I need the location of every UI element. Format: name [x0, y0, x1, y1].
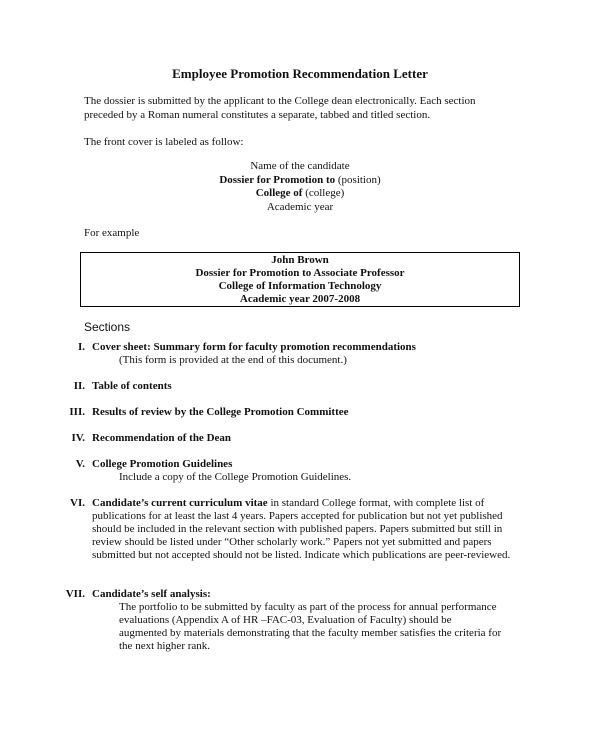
cover-format-line-2: Dossier for Promotion to (position) [219, 173, 381, 186]
intro-paragraph [84, 95, 476, 122]
cover-format-block [0, 160, 600, 214]
cover-format-line-1: Name of the candidate [250, 160, 350, 172]
section-heading: Cover sheet: Summary form for faculty promotion recommendations [92, 341, 416, 353]
section-body [92, 341, 522, 367]
section-heading: College Promotion Guidelines [92, 458, 233, 470]
section-heading: Candidate’s current curriculum vitae [92, 497, 268, 509]
section-text: (This form is provided at the end of this document.) [119, 354, 347, 366]
section-body [92, 588, 522, 653]
section-body [92, 380, 522, 393]
for-example-label: For example [84, 227, 140, 239]
section-numeral: III. [69, 406, 85, 418]
example-year: Academic year 2007-2008 [239, 293, 361, 305]
section-heading: Results of review by the College Promotion Committee [92, 406, 349, 418]
section-heading: Candidate’s self analysis: [92, 588, 211, 600]
section-heading: Recommendation of the Dean [92, 432, 232, 444]
example-college: College of Information Technology [218, 280, 382, 292]
section-numeral: VI. [70, 497, 85, 509]
section-numeral: V. [75, 458, 85, 470]
section-text: Include a copy of the College Promotion Guidelines. [119, 471, 352, 483]
section-numeral: I. [77, 341, 85, 353]
cover-format-line-4: Academic year [266, 200, 334, 213]
section-numeral: VII. [65, 588, 85, 600]
document-title: Employee Promotion Recommendation Letter [172, 66, 428, 81]
section-body [92, 432, 522, 445]
section-numeral: IV. [71, 432, 85, 444]
section-text: The portfolio to be submitted by faculty as part of the process for annual performance evaluations (Appendix A of HR –FAC-03, Evaluation of Faculty) should be augmented by materials demonstrating that the faculty member satisfies the criteria for the next higher rank. [119, 601, 502, 652]
example-box [80, 252, 520, 307]
section-body [92, 406, 522, 419]
cover-format-line-3: College of (college) [255, 187, 345, 199]
example-name: John Brown [271, 254, 329, 266]
intro-line-1: The dossier is submitted by the applicant to the College dean electronically. Each section [84, 95, 476, 107]
section-heading: Table of contents [92, 380, 172, 392]
section-body [92, 497, 522, 562]
front-cover-label: The front cover is labeled as follow: [84, 136, 244, 148]
intro-line-2: preceded by a Roman numeral constitutes a separate, tabbed and titled section. [84, 108, 431, 121]
section-body [92, 458, 522, 484]
sections-header: Sections [84, 320, 131, 334]
section-text: in standard College format, with complete list of publications for at least the last 4 years. Papers accepted for publication but not yet published should be included in the relevant section with published papers. Papers submitted but still in review should be listed under “Other scholarly work.” Papers not yet submitted and papers submitted but not accepted should not be listed. Indicate which publications are peer-reviewed. [92, 497, 511, 561]
example-dossier: Dossier for Promotion to Associate Professor [195, 267, 405, 279]
section-numeral: II. [73, 380, 85, 392]
